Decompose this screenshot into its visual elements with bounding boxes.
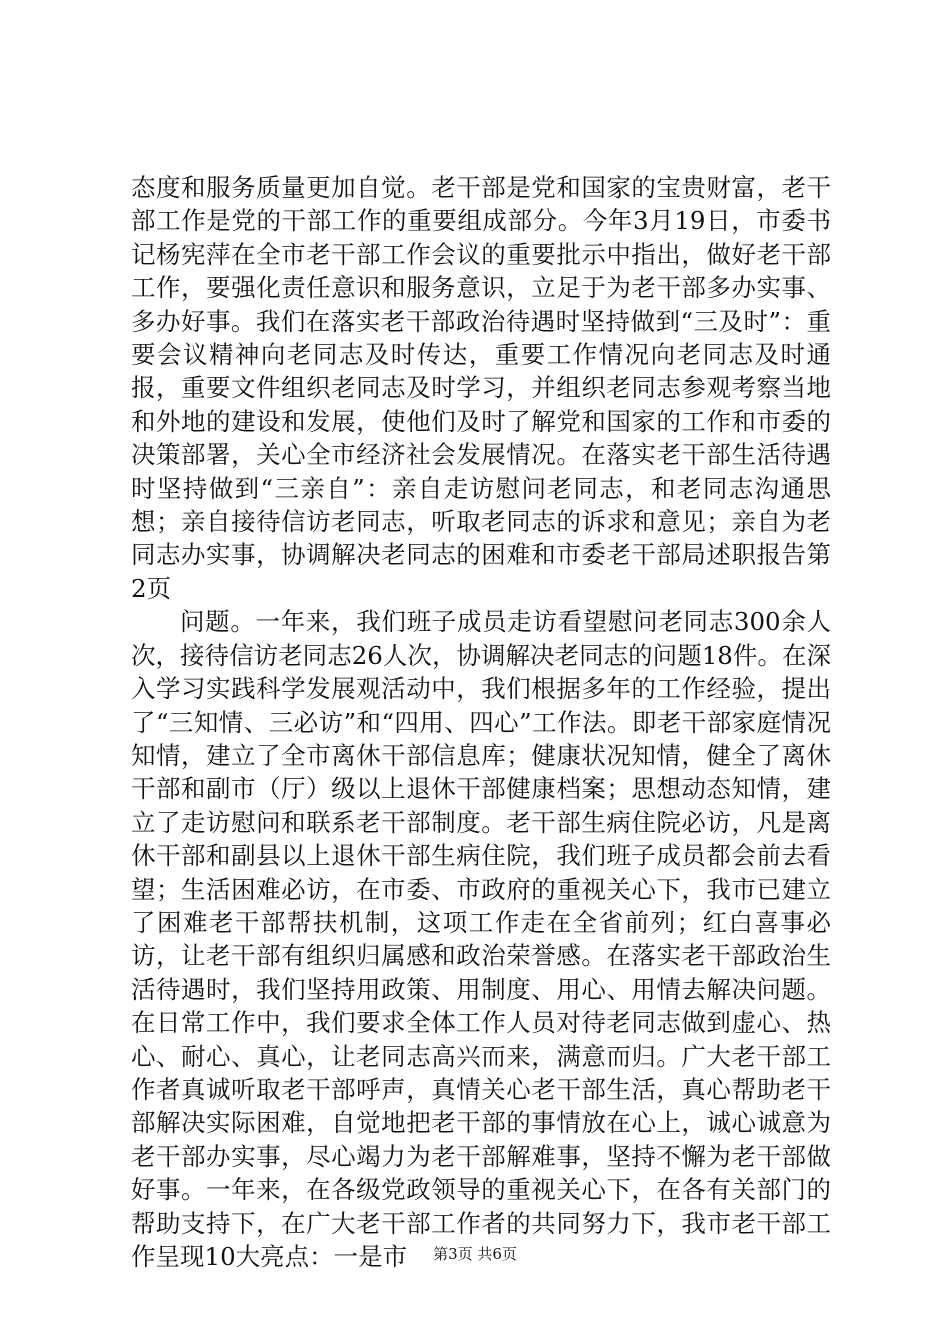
paragraph-1: 态度和服务质量更加自觉。老干部是党和国家的宝贵财富，老干部工作是党的干部工作的重要组成部分。今年3月19日，市委书记杨宪萍在全市老干部工作会议的重要批示中指出，做好老干部工作，要强化责任意识和服务意识，立足于为老干部多办实事、多办好事。我们在落实老干部政治待遇时坚持做到“三及时”：重要会议精神向老同志及时传达，重要工作情况向老同志及时通报，重要文件组织老同志及时学习，并组织老同志参观考察当地和外地的建设和发展，使他们及时了解党和国家的工作和市委的决策部署，关心全市经济社会发展情况。在落实老干部生活待遇时坚持做到“三亲自”：亲自走访慰问老同志，和老同志沟通思想；亲自接待信访老同志，听取老同志的诉求和意见；亲自为老同志办实事，协调解决老同志的困难和市委老干部局述职报告第2页 <box>131 173 831 603</box>
page-footer <box>0 1244 950 1264</box>
document-body <box>131 171 831 1273</box>
page-number: 第3页 共6页 <box>433 1245 517 1263</box>
paragraph-2: 问题。一年来，我们班子成员走访看望慰问老同志300余人次，接待信访老同志26人次，协调解决老同志的问题18件。在深入学习实践科学发展观活动中，我们根据多年的工作经验，提出了“三知情、三必访”和“四用、四心”工作法。即老干部家庭情况知情，建立了全市离休干部信息库；健康状况知情，健全了离休干部和副市（厅）级以上退休干部健康档案；思想动态知情，建立了走访慰问和联系老干部制度。老干部生病住院必访，凡是离休干部和副县以上退休干部生病住院，我们班子成员都会前去看望；生活困难必访，在市委、市政府的重视关心下，我市已建立了困难老干部帮扶机制，这项工作走在全省前列；红白喜事必访，让老干部有组织归属感和政治荣誉感。在落实老干部政治生活待遇时，我们坚持用政策、用制度、用心、用情去解决问题。在日常工作中，我们要求全体工作人员对待老同志做到虚心、热心、耐心、真心，让老同志高兴而来，满意而归。广大老干部工作者真诚听取老干部呼声，真情关心老干部生活，真心帮助老干部解决实际困难，自觉地把老干部的事情放在心上，诚心诚意为老干部办实事，尽心竭力为老干部解难事，坚持不懈为老干部做好事。一年来，在各级党政领导的重视关心下，在各有关部门的帮助支持下，在广大老干部工作者的共同努力下，我市老干部工作呈现10大亮点：一是市 <box>131 607 831 1271</box>
